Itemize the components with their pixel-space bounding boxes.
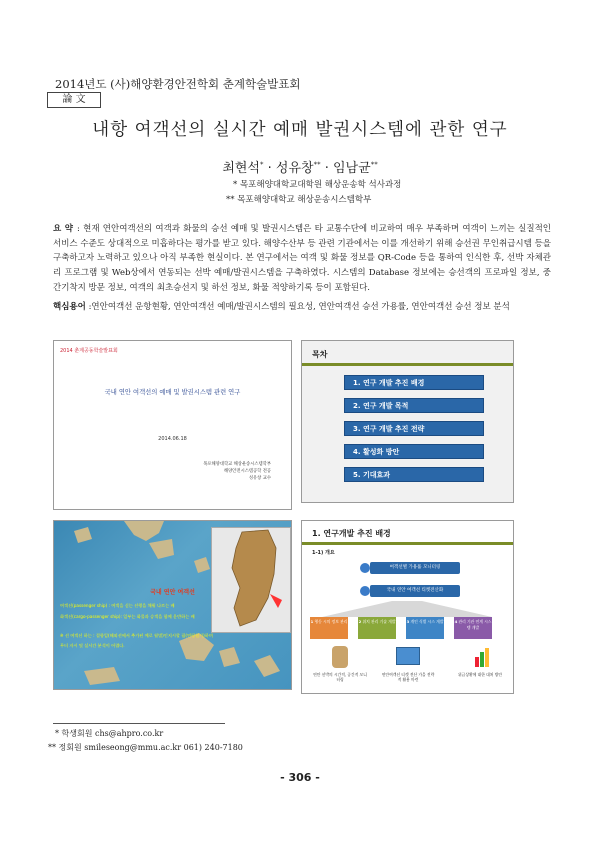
slide-background bbox=[301, 520, 514, 694]
toc-item: 1. 연구 개발 추진 배경 bbox=[344, 375, 484, 390]
bar-chart-icon bbox=[474, 647, 490, 667]
slide-title-affiliation bbox=[203, 461, 271, 482]
flow-box-num: 1 bbox=[310, 619, 314, 624]
author-separator: · bbox=[320, 161, 333, 176]
slide-map bbox=[53, 520, 292, 690]
slide-title bbox=[53, 340, 292, 510]
abstract-text: : 현재 연안여객선의 여객과 화물의 승선 예매 및 발권시스템은 타 교통수단에 비교하여 매우 부족하며 여객이 느끼는 실질적인 서비스 수준도 상대적으로 미흡하다는 평가를 받고 있다. 해양수산부 등 관련 기관에서는 이를 개선하기 위해 승선권 무인취급시템 등을 구축하고자 노력하고 있으나 아직 부족한 현실이다. 본 연구에서는 여객 및 화물 정보를 QR-Code 등을 통하여 인식한 후, 선박 자체관리 프로그램 및 Web상에서 연동되는 선박 예매/발권시스템을 구축하였다. 시스템의 Database 정보에는 승선객의 프로파일 정보, 중간기착지 방문 정보, 여객의 최초승선지 및 하선 정보, 화물 적양하기록 등이 포함된다. bbox=[53, 224, 551, 293]
slide-aff-line: 목포해양대학교 해상운송시스템학부 bbox=[203, 462, 271, 467]
footnote-rule bbox=[53, 723, 225, 724]
slide-bg-heading: 1. 연구개발 추진 배경 bbox=[312, 529, 391, 538]
korea-outline bbox=[212, 528, 290, 632]
flow-box-text: 행동 시의 정보 관리 bbox=[314, 619, 348, 624]
page-number: - 306 - bbox=[280, 771, 320, 784]
flow-box-num: 4 bbox=[454, 619, 458, 624]
slide-title-text: 국내 연안 여객선의 예매 및 발권시스템 관련 연구 bbox=[104, 389, 241, 396]
korea-inset-map bbox=[211, 527, 291, 633]
hourglass-icon bbox=[332, 646, 348, 668]
slide-toc-heading: 목차 bbox=[312, 350, 328, 359]
map-title: 국내 연안 여객선 bbox=[150, 589, 195, 596]
keywords bbox=[53, 300, 551, 312]
footnote-1: * 학생회원 chs@ahpro.co.kr bbox=[55, 729, 164, 738]
flow-box-4 bbox=[454, 617, 492, 639]
flow-caption-1: 연안 선박의 시간적, 공간적 모니터링 bbox=[313, 672, 367, 682]
toc-item: 4. 활성화 방안 bbox=[344, 444, 484, 459]
author-separator: · bbox=[263, 161, 276, 176]
conference-header: 2014년도 (사)해양환경안전학회 춘계학술발표회 bbox=[55, 77, 301, 91]
map-text-line: 여객선(passenger ship) : 여객을 싣는 선행을 채워 나르는 배 bbox=[60, 603, 175, 608]
slide-bg-subheading: 1-1) 개요 bbox=[312, 550, 335, 556]
toc-item: 2. 연구 개발 목적 bbox=[344, 398, 484, 413]
affiliation-1: * 목포해양대학교대학원 해상운송학 석사과정 bbox=[233, 180, 402, 190]
slide-aff-line: 해양안전시스템공학 전공 bbox=[223, 469, 271, 474]
abstract bbox=[53, 222, 551, 296]
paper-type-tag: 論 文 bbox=[47, 92, 101, 108]
flow-caption-3: 위급상황에 대한 대처 방안 bbox=[458, 672, 502, 677]
map-text-line: ※ 선 여객선 하는 : 결항일(해외선에서 추가된 예로 월별)인지시할 필(연평원가)하며 bbox=[60, 633, 213, 638]
affiliation-2: ** 목포해양대학교 해상운송시스템학부 bbox=[226, 195, 372, 205]
flow-box-text: 관리 기관 연계 시스템 개발 bbox=[458, 619, 492, 630]
globe-icon bbox=[360, 563, 370, 573]
flow-caption-2: 연안여객선 티켓 전산 가을 전략적 활용 마련 bbox=[381, 672, 435, 682]
flow-box-num: 3 bbox=[406, 619, 410, 624]
author-1-mark: * bbox=[260, 160, 264, 169]
author-1: 최현석 bbox=[222, 161, 260, 176]
flow-box-num: 2 bbox=[358, 619, 362, 624]
flow-box-text: 위치 관리 기술 개발 bbox=[362, 619, 396, 624]
flow-pill-monitoring: 여객선별 가용률 모니터링 bbox=[370, 562, 460, 574]
slide-toc bbox=[301, 340, 514, 503]
slide-header-bar bbox=[302, 542, 513, 545]
flow-box-1 bbox=[310, 617, 348, 639]
monitor-icon bbox=[396, 647, 420, 665]
fan-connector-graphic bbox=[312, 601, 502, 617]
abstract-label: 요 약 bbox=[53, 224, 73, 234]
authors-line bbox=[0, 157, 600, 176]
slide-title-date: 2014.06.18 bbox=[158, 436, 187, 442]
map-text-line: 화객선(cargo-passenger ship): 일부는 화물과 승객을 함께 운반하는 배 bbox=[60, 614, 195, 619]
toc-item: 3. 연구 개발 추진 전략 bbox=[344, 421, 484, 436]
paper-title: 내항 여객선의 실시간 예매 발권시스템에 관한 연구 bbox=[92, 120, 508, 140]
flow-box-text: 개인 식별 시스 개발 bbox=[410, 619, 444, 624]
flow-box-2 bbox=[358, 617, 396, 639]
slide-header-bar bbox=[302, 363, 513, 366]
footnote-2: ** 정회원 smileseong@mmu.ac.kr 061) 240-7180 bbox=[48, 743, 243, 752]
author-3-mark: ** bbox=[370, 160, 378, 169]
author-2-mark: ** bbox=[313, 160, 321, 169]
author-2: 성유창 bbox=[275, 161, 314, 176]
flow-box-3 bbox=[406, 617, 444, 639]
flow-pill-ticketing: 국내 연안 여객선 티켓전산화 bbox=[370, 585, 460, 597]
author-3: 임남균 bbox=[333, 161, 371, 176]
toc-item: 5. 기대효과 bbox=[344, 467, 484, 482]
globe-icon bbox=[360, 586, 370, 596]
slide-aff-line: 성유창 교수 bbox=[248, 476, 271, 481]
slide-title-header: 2014 춘계공동학술발표회 bbox=[60, 348, 118, 354]
keywords-label: 핵심용어 bbox=[53, 302, 86, 312]
map-text-line: 무터 자시 및 실시간 분석이 어렵다. bbox=[60, 643, 125, 648]
keywords-text: :연안여객선 운항현황, 연안여객선 예매/발권시스템의 필요성, 연안여객선 승선 가용률, 연안여객선 승선 정보 분석 bbox=[88, 302, 510, 312]
